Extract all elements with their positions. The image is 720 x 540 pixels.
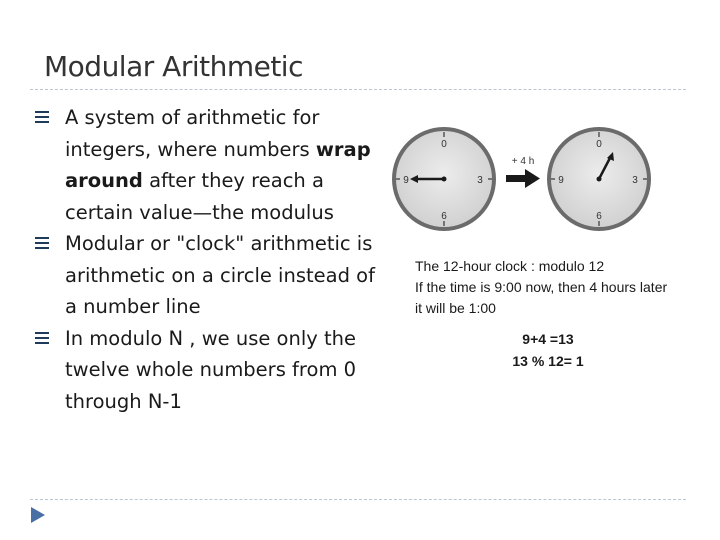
title-divider	[30, 89, 686, 90]
left-clock-label-bottom: 6	[441, 211, 447, 222]
bullet-marker-icon	[34, 235, 50, 251]
plus-four-hours-arrow	[506, 156, 540, 188]
bullet-marker-icon	[34, 330, 50, 346]
bullet-item-3	[34, 323, 384, 418]
slide-title: Modular Arithmetic	[44, 50, 303, 83]
right-clock-label-right: 3	[632, 175, 638, 186]
calc-line-1: 9+4 =13	[522, 331, 574, 347]
bullet-1-text-end: after they reach a certain value—the modulus	[65, 169, 334, 224]
bullet-item-2	[34, 228, 384, 323]
right-clock-label-left: 9	[558, 175, 564, 186]
bullet-3-text: In modulo N , we use only the twelve whole numbers from 0 through N-1	[65, 326, 357, 413]
right-clock	[547, 127, 651, 231]
left-clock-label-top: 0	[441, 139, 447, 150]
footer-divider	[30, 499, 686, 500]
right-arrow-icon	[525, 169, 540, 188]
left-clock	[392, 127, 496, 231]
callout-line-2: If the time is 9:00 now, then 4 hours later it will be 1:00	[415, 279, 668, 316]
right-clock-label-bottom: 6	[596, 211, 602, 222]
left-clock-label-right: 3	[477, 175, 483, 186]
bullet-item-1	[34, 102, 384, 228]
bullet-1-emphasis: wrap around	[65, 137, 371, 192]
bullet-1-text: A system of arithmetic for integers, where numbers	[65, 106, 320, 161]
next-slide-arrow-icon[interactable]	[30, 506, 46, 524]
calc-line-2: 13 % 12= 1	[512, 353, 584, 369]
bullet-marker-icon	[34, 109, 50, 125]
callout-line-1: The 12-hour clock : modulo 12	[415, 258, 605, 274]
arrow-label: + 4 h	[511, 156, 535, 167]
calculation-example	[478, 328, 618, 372]
clock-explanation	[415, 256, 675, 319]
bullet-2-text: Modular or "clock" arithmetic is arithmetic on a circle instead of a number line	[65, 232, 375, 318]
bullet-list	[34, 102, 384, 417]
left-clock-label-left: 9	[403, 175, 409, 186]
clock-diagram	[380, 118, 666, 240]
right-clock-label-top: 0	[596, 139, 602, 150]
